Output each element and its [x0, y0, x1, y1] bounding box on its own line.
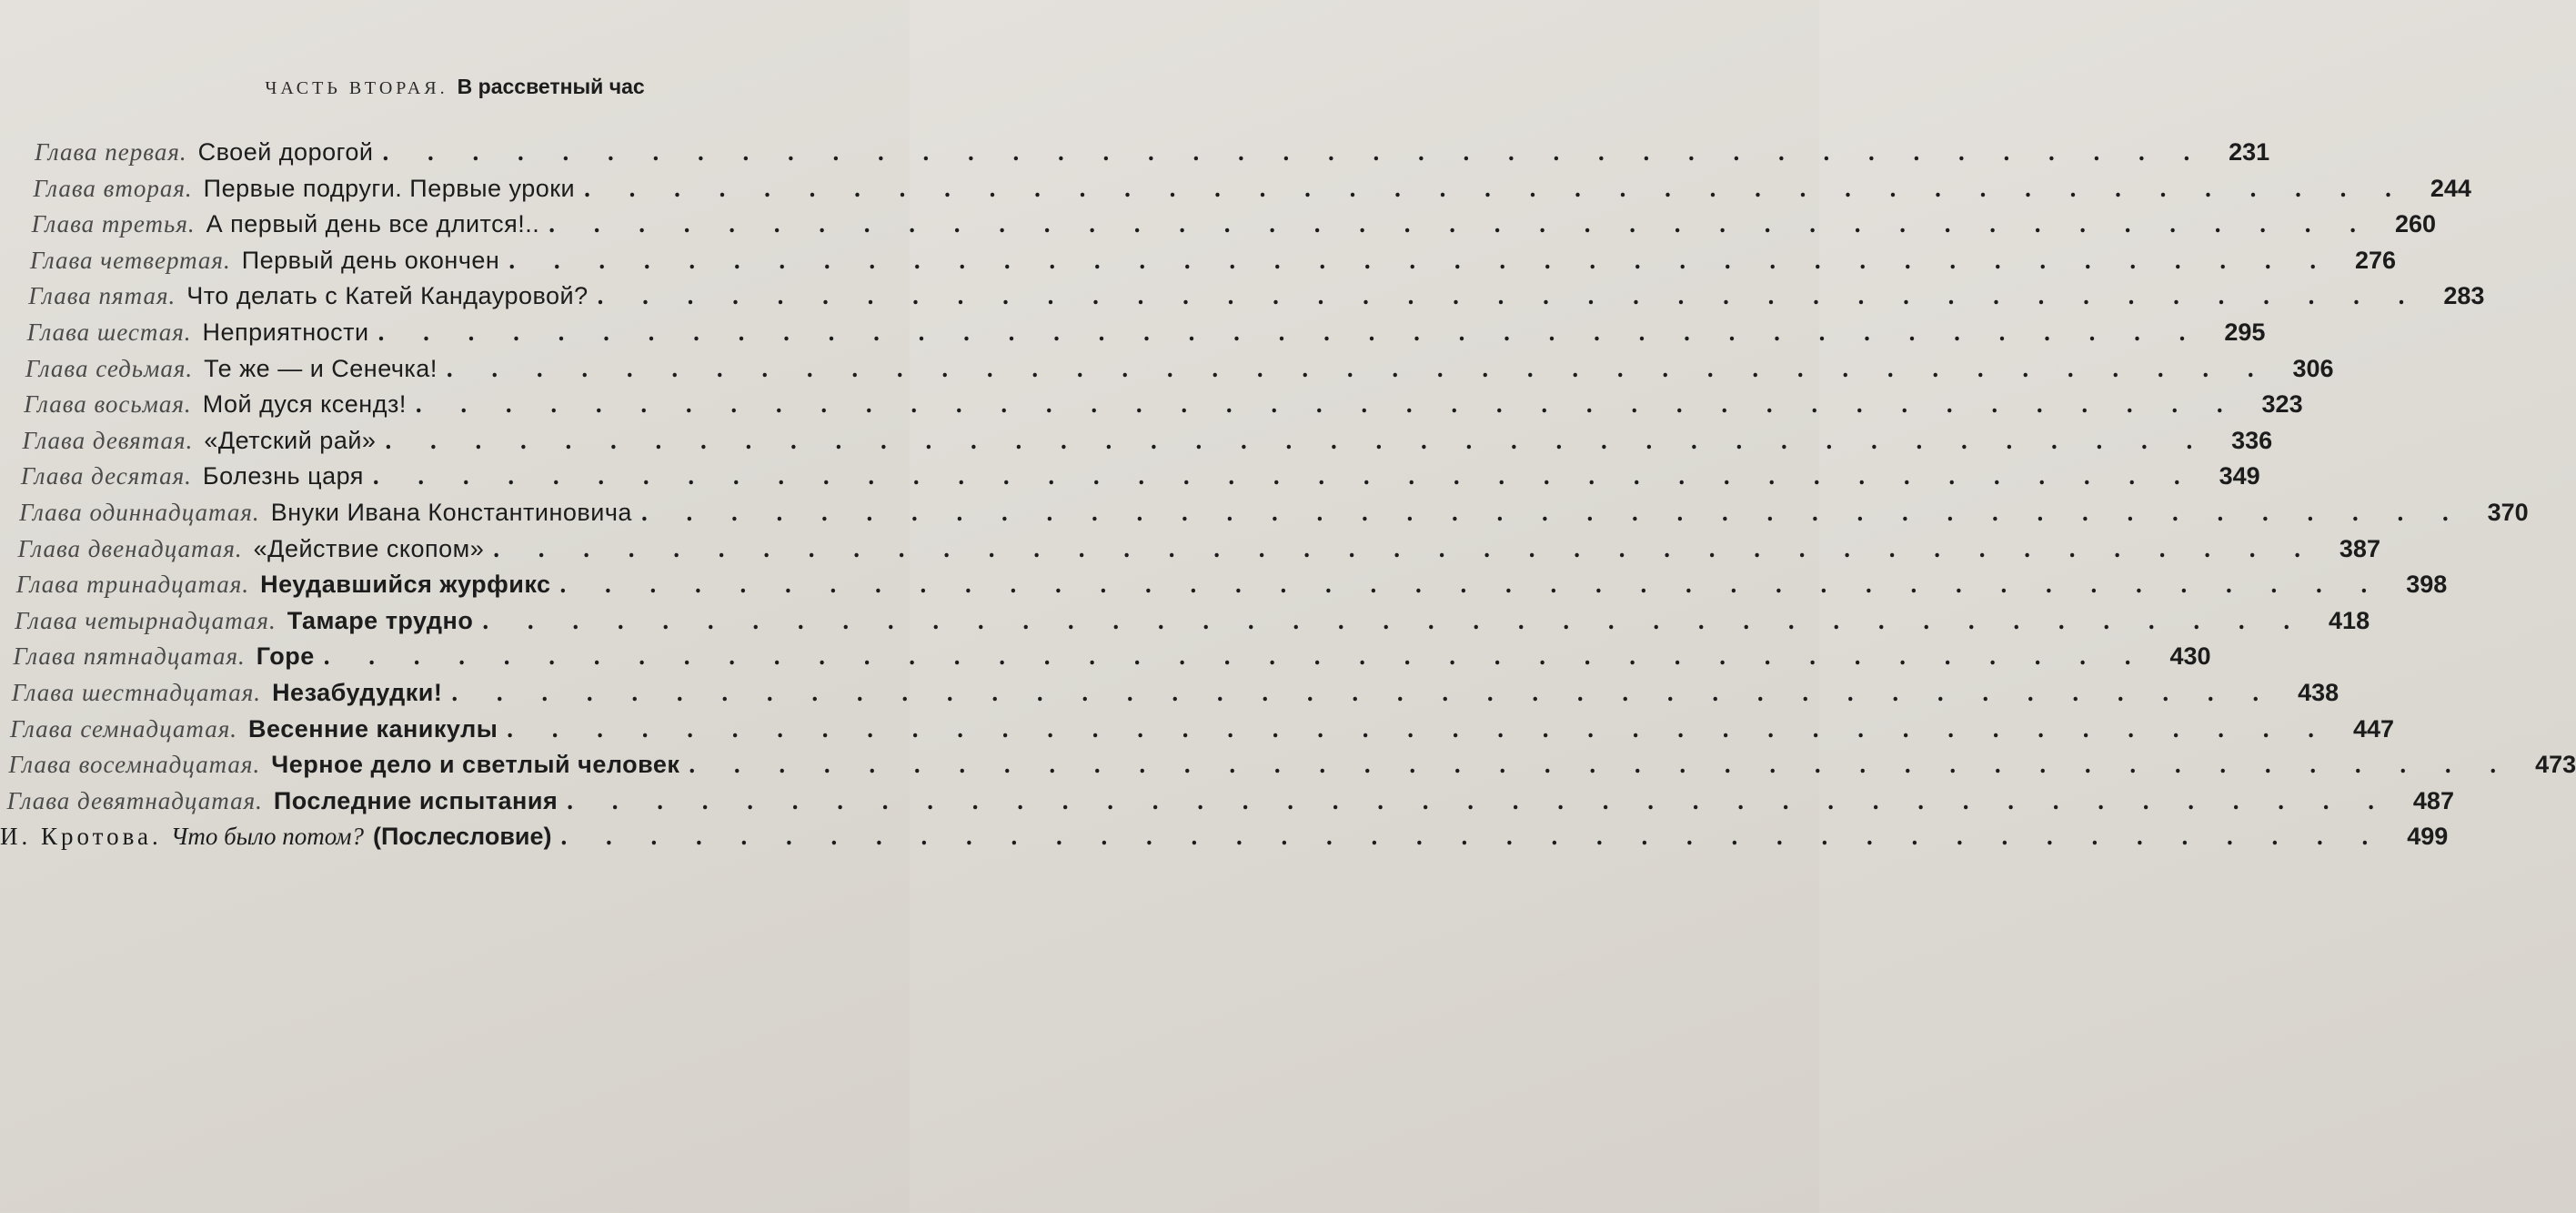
- page-number: 336: [2231, 426, 2273, 454]
- toc-entry: [35, 138, 2270, 175]
- leader-dots: . . . . . . . . . . . . . . . . . . . . . . . . . . . . . . . . . . . . . . . . .: [377, 318, 2202, 346]
- chapter-title: «Действие скопом»: [253, 534, 485, 562]
- chapter-label: Глава тринадцатая.: [15, 571, 250, 599]
- toc-entry: [31, 210, 2436, 247]
- chapter-title: Тамаре трудно: [287, 606, 474, 634]
- afterword-author: И. Кротова.: [0, 823, 162, 851]
- chapter-label: Глава девятая.: [22, 426, 194, 454]
- chapter-label: Глава одиннадцатая.: [19, 499, 260, 526]
- leader-dots: . . . . . . . . . . . . . . . . . . . . . . . . . . . . . . . . . . . . . . . . .: [508, 246, 2333, 274]
- chapter-label: Глава четырнадцатая.: [15, 606, 277, 634]
- chapter-title: Весенние каникулы: [248, 714, 498, 743]
- page-number: 323: [2261, 390, 2303, 419]
- chapter-label: Глава двенадцатая.: [17, 534, 243, 562]
- toc-entry: [26, 318, 2266, 355]
- chapter-title: Первый день окончен: [241, 246, 500, 274]
- afterword-title: Что было потом?: [170, 823, 365, 851]
- chapter-label: Глава третья.: [31, 210, 196, 238]
- toc-entry: [19, 499, 2529, 535]
- page-number: 260: [2394, 210, 2436, 238]
- page-number: 438: [2298, 679, 2340, 706]
- leader-dots: . . . . . . . . . . . . . . . . . . . . . . . . . . . . . . . . . . . . . . . . .: [560, 823, 2385, 851]
- page-number: 349: [2219, 462, 2260, 490]
- chapter-label: Глава шестая.: [26, 318, 192, 346]
- chapter-label: Глава десятая.: [20, 462, 192, 490]
- part-heading: [0, 75, 910, 100]
- chapter-title: Неприятности: [202, 318, 369, 346]
- chapter-title: «Детский рай»: [204, 426, 377, 454]
- leader-dots: . . . . . . . . . . . . . . . . . . . . . . . . . . . . . . . . . . . . . . . . .: [415, 390, 2239, 419]
- part-title: В рассветный час: [457, 75, 645, 98]
- page-number: 430: [2169, 642, 2211, 671]
- chapter-label: Глава восьмая.: [24, 390, 192, 419]
- page-number: 370: [2487, 499, 2529, 526]
- chapter-title: Своей дорогой: [197, 138, 374, 166]
- chapter-label: Глава девятнадцатая.: [6, 786, 263, 814]
- chapter-title: Те же — и Сенечка!: [204, 354, 438, 382]
- chapter-label: Глава шестнадцатая.: [11, 679, 262, 706]
- leader-dots: . . . . . . . . . . . . . . . . . . . . . . . . . . . . . . . . . . . . . . . . .: [372, 462, 2197, 490]
- chapter-title: Болезнь царя: [202, 462, 364, 490]
- page-number: 473: [2535, 751, 2576, 779]
- chapter-label: Глава пятая.: [28, 282, 176, 310]
- chapter-title: Внуки Ивана Константиновича: [270, 499, 632, 526]
- chapter-label: Глава восемнадцатая.: [8, 751, 261, 779]
- toc-entry: [25, 354, 2334, 391]
- chapter-label: Глава четвертая.: [29, 246, 231, 274]
- toc-entry: [24, 390, 2303, 427]
- chapter-title: Горе: [256, 642, 315, 671]
- leader-dots: . . . . . . . . . . . . . . . . . . . . . . . . . . . . . . . . . . . . . . . . .: [640, 499, 2465, 526]
- toc-entry: [13, 642, 2211, 679]
- part-label: ЧАСТЬ ВТОРАЯ.: [265, 78, 448, 98]
- toc-entry: [22, 426, 2273, 463]
- afterword-subtitle: (Послесловие): [373, 823, 552, 851]
- page-number: 398: [2406, 571, 2448, 599]
- page-number: 487: [2412, 786, 2454, 814]
- page-number: 231: [2229, 138, 2270, 166]
- toc-entry: [11, 679, 2340, 715]
- page-number: 418: [2329, 606, 2370, 634]
- toc-entry: [28, 282, 2485, 318]
- chapter-title: Черное дело и светлый человек: [271, 751, 680, 779]
- chapter-label: Глава седьмая.: [25, 354, 194, 382]
- leader-dots: . . . . . . . . . . . . . . . . . . . . . . . . . . . . . . . . . . . . . . . . .: [584, 174, 2408, 202]
- leader-dots: . . . . . . . . . . . . . . . . . . . . . . . . . . . . . . . . . . . . . . . . .: [507, 714, 2331, 743]
- toc-entry: [33, 174, 2471, 211]
- chapter-label: Глава семнадцатая.: [10, 714, 238, 743]
- toc-entry: [29, 246, 2397, 283]
- page-number: 276: [2355, 246, 2397, 274]
- leader-dots: . . . . . . . . . . . . . . . . . . . . . . . . . . . . . . . . . . . . . . . . .: [559, 571, 2384, 599]
- toc-entry: [15, 606, 2370, 643]
- page-number: 283: [2443, 282, 2485, 310]
- chapter-label: Глава пятнадцатая.: [13, 642, 246, 671]
- toc-entry: [6, 786, 2454, 824]
- leader-dots: . . . . . . . . . . . . . . . . . . . . . . . . . . . . . . . . . . . . . . . . .: [385, 426, 2209, 454]
- chapter-label: Глава первая.: [35, 138, 187, 166]
- toc-entry: [20, 462, 2260, 499]
- chapter-title: Мой дуся ксендз!: [202, 390, 407, 419]
- chapter-title: Последние испытания: [273, 786, 558, 814]
- toc-entry: [17, 534, 2380, 571]
- chapter-label: Глава вторая.: [33, 174, 193, 202]
- chapter-title: Что делать с Катей Кандауровой?: [186, 282, 589, 310]
- toc-entry: [8, 751, 2576, 787]
- leader-dots: . . . . . . . . . . . . . . . . . . . . . . . . . . . . . . . . . . . . . . . . .: [689, 751, 2513, 779]
- page-number: 447: [2352, 714, 2395, 743]
- leader-dots: . . . . . . . . . . . . . . . . . . . . . . . . . . . . . . . . . . . . . . . . .: [382, 138, 2207, 166]
- chapter-title: Первые подруги. Первые уроки: [203, 174, 576, 202]
- page-number: 244: [2430, 174, 2471, 202]
- chapter-title: Незабудудки!: [272, 679, 443, 706]
- page-number: 295: [2224, 318, 2266, 346]
- toc-entry: [15, 571, 2448, 607]
- chapter-title: Неудавшийся журфикс: [260, 571, 551, 599]
- leader-dots: . . . . . . . . . . . . . . . . . . . . . . . . . . . . . . . . . . . . . . . . .: [446, 354, 2270, 382]
- leader-dots: . . . . . . . . . . . . . . . . . . . . . . . . . . . . . . . . . . . . . . . . .: [323, 642, 2148, 671]
- page-number: 387: [2339, 534, 2380, 562]
- leader-dots: . . . . . . . . . . . . . . . . . . . . . . . . . . . . . . . . . . . . . . . . .: [493, 534, 2317, 562]
- toc-entry-afterword: [0, 823, 2449, 859]
- page-number: 306: [2292, 354, 2334, 382]
- leader-dots: . . . . . . . . . . . . . . . . . . . . . . . . . . . . . . . . . . . . . . . . .: [451, 679, 2276, 706]
- leader-dots: . . . . . . . . . . . . . . . . . . . . . . . . . . . . . . . . . . . . . . . . .: [482, 606, 2307, 634]
- leader-dots: . . . . . . . . . . . . . . . . . . . . . . . . . . . . . . . . . . . . . . . . .: [567, 786, 2390, 814]
- leader-dots: . . . . . . . . . . . . . . . . . . . . . . . . . . . . . . . . . . . . . . . . .: [597, 282, 2421, 310]
- page-number: 499: [2407, 823, 2449, 851]
- chapter-title: А первый день все длится!..: [206, 210, 540, 238]
- leader-dots: . . . . . . . . . . . . . . . . . . . . . . . . . . . . . . . . . . . . . . . . .: [548, 210, 2372, 238]
- toc-entry: [10, 714, 2395, 752]
